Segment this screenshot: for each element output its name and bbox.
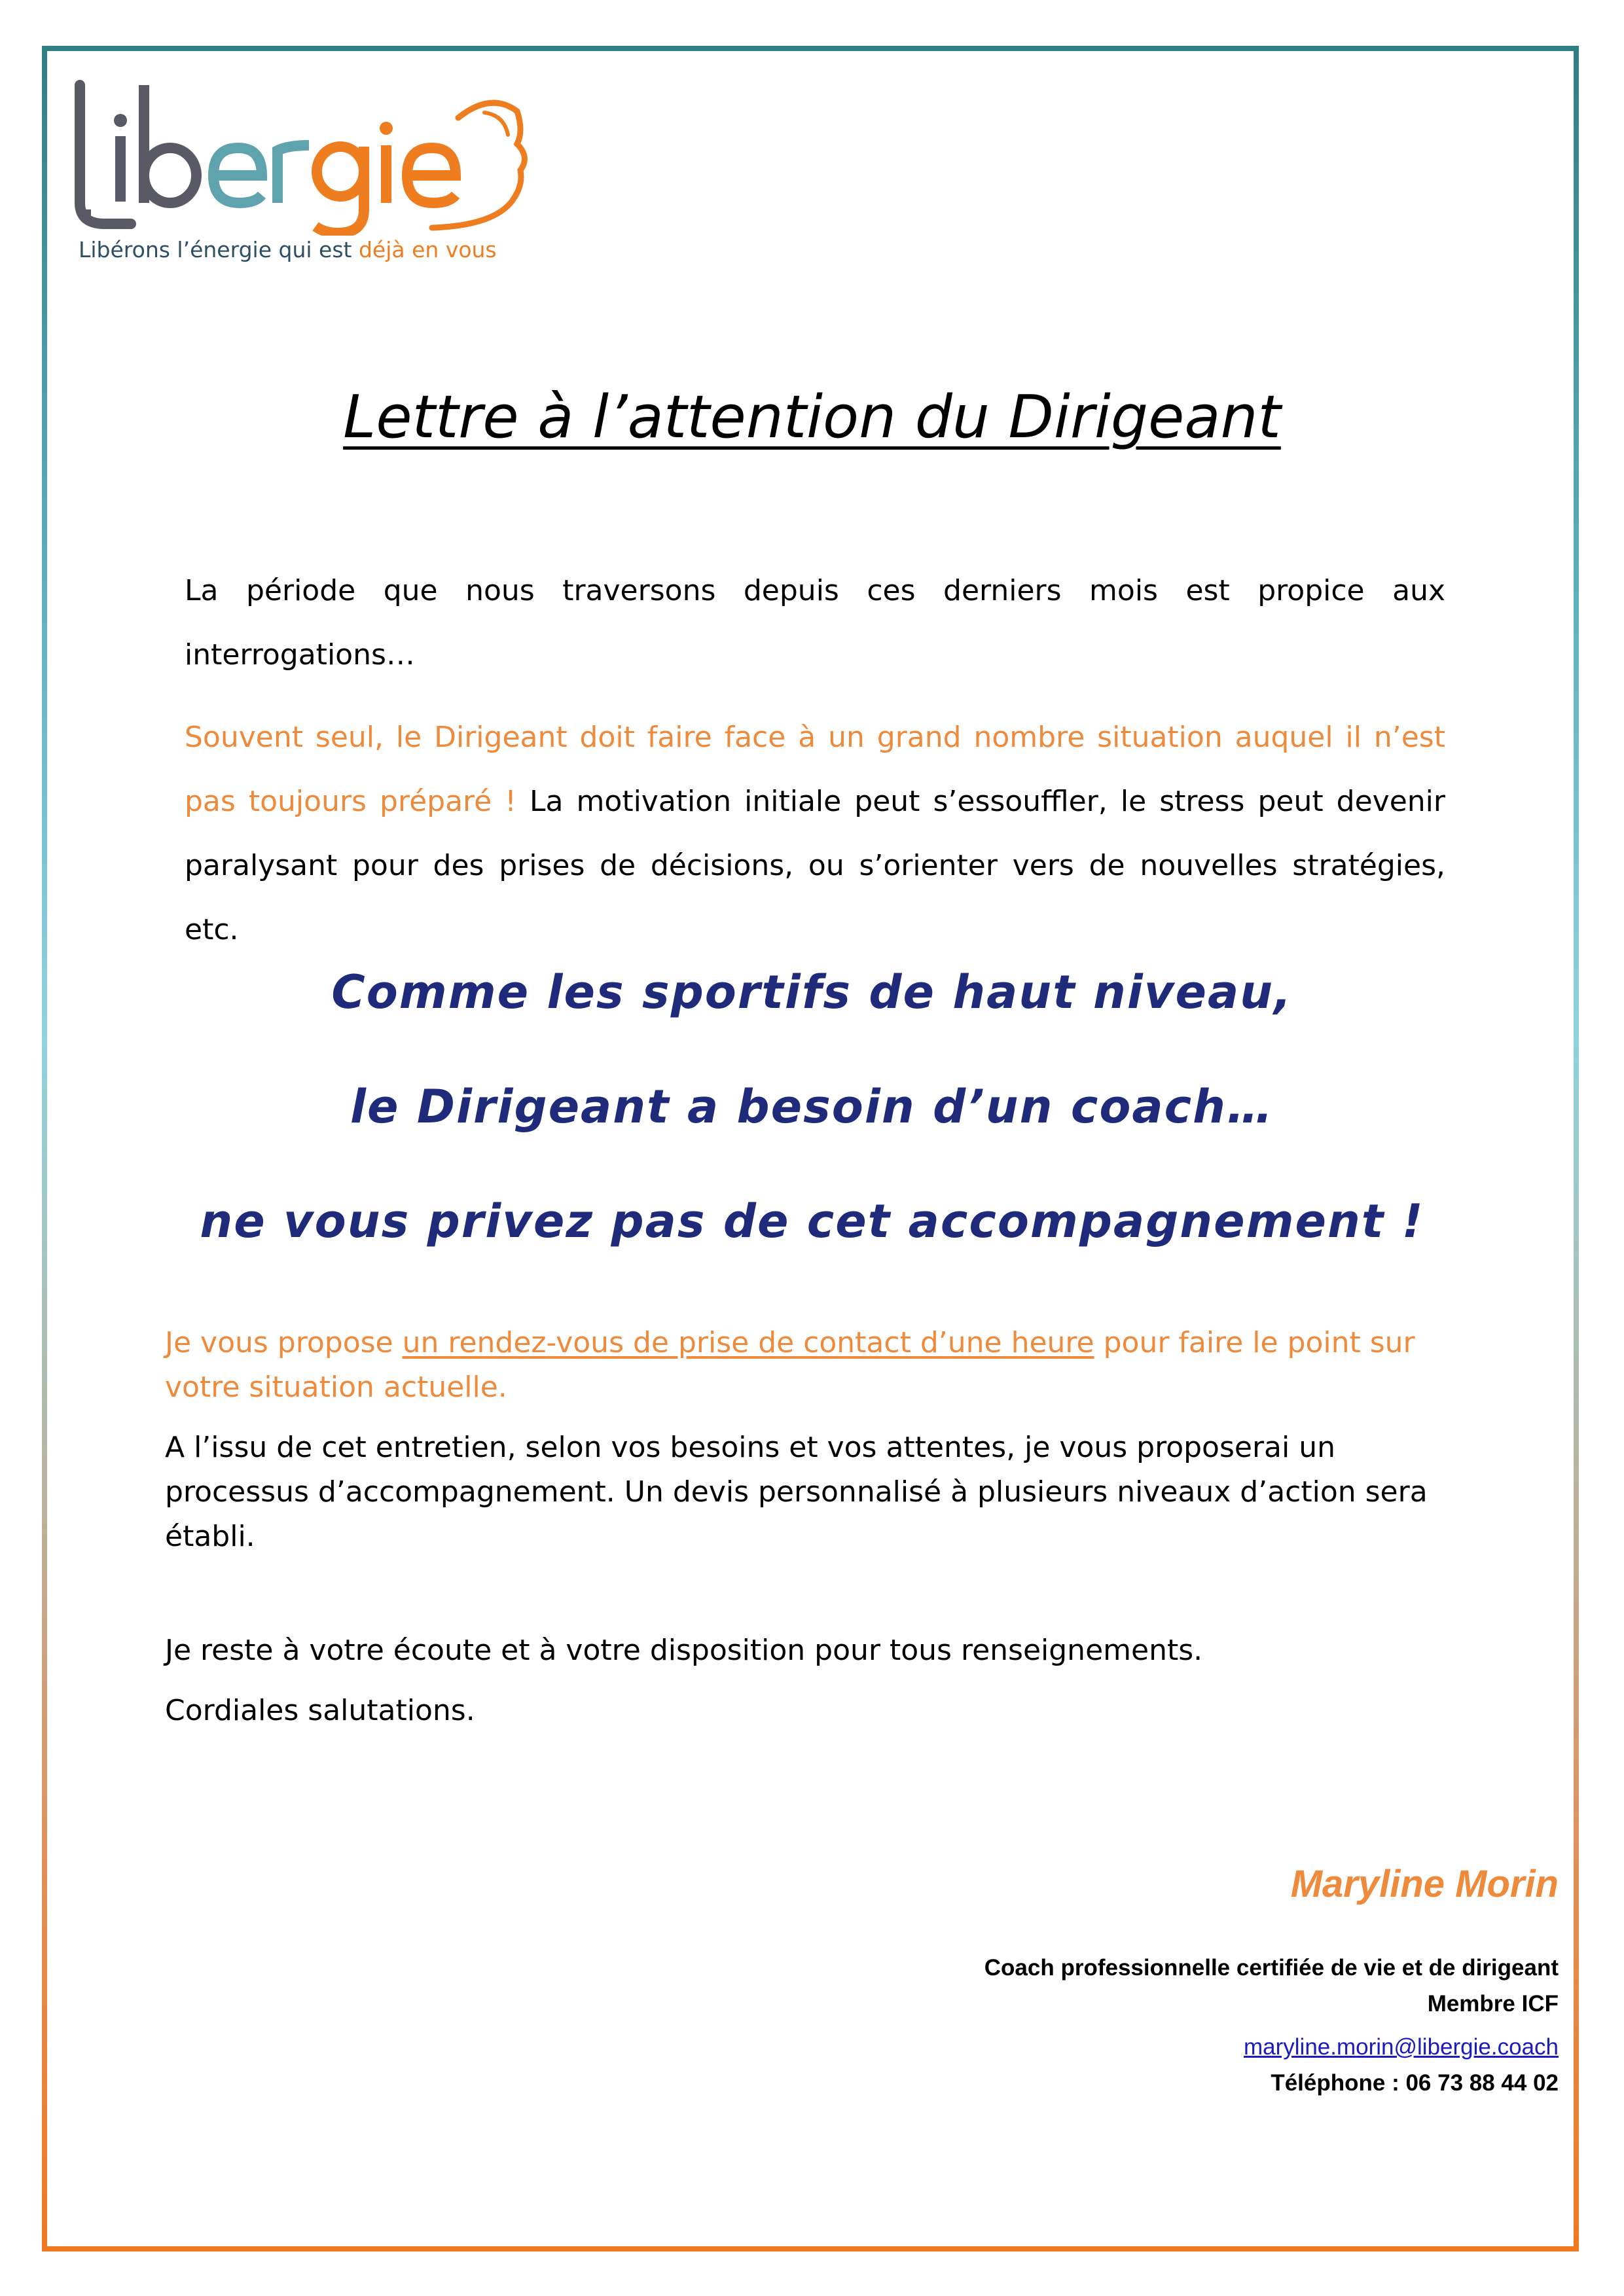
tagline-accent: déjà en vous [358,237,497,262]
logo-graphic [65,72,550,236]
slogan-line-2: le Dirigeant a besoin d’un coach… [350,1080,1274,1134]
page-border [42,46,1579,2251]
proposal-start: Je vous propose [165,1326,403,1359]
proposal-end: pour faire le point sur votre situation actuelle. [165,1326,1415,1404]
signature-role: Coach professionnelle certifiée de vie et de dirigeant [984,1955,1559,1981]
situation-highlight: Souvent seul, le Dirigeant doit faire face à un grand nombre situation auquel il n’est pas toujours préparé ! [185,721,1445,818]
logo-tagline [79,237,497,262]
signature-name: Maryline Morin [1290,1863,1559,1905]
proposal-paragraph [165,1321,1448,1410]
closing-salutation: Cordiales salutations. [165,1694,475,1727]
intro-paragraph: La période que nous traversons depuis ces derniers mois est propice aux interrogations… [185,574,1445,672]
email-link[interactable]: maryline.morin@libergie.coach [1244,2034,1559,2060]
signature-membership: Membre ICF [1427,1991,1559,2017]
situation-text: La motivation initiale peut s’essouffler, le stress peut devenir paralysant pour des prises de décisions, ou s’orienter vers de nouvelles stratégies, etc. [185,785,1445,946]
proposal-appointment: un rendez-vous de prise de contact d’une heure [402,1326,1094,1359]
tagline-main: Libérons l’énergie qui est [79,237,359,262]
slogan-line-3: ne vous privez pas de cet accompagnement ! [200,1194,1424,1248]
process-paragraph: A l’issu de cet entretien, selon vos besoins et vos attentes, je vous proposerai un processus d’accompagnement. Un devis personnalisé à plusieurs niveaux d’action sera établi. [165,1431,1428,1553]
availability-paragraph: Je reste à votre écoute et à votre disposition pour tous renseignements. [165,1634,1203,1667]
signature-phone: Téléphone : 06 73 88 44 02 [1271,2070,1559,2096]
situation-paragraph [185,706,1445,962]
letter-title: Lettre à l’attention du Dirigeant [343,383,1281,452]
slogan-line-1: Comme les sportifs de haut niveau, [331,965,1293,1019]
